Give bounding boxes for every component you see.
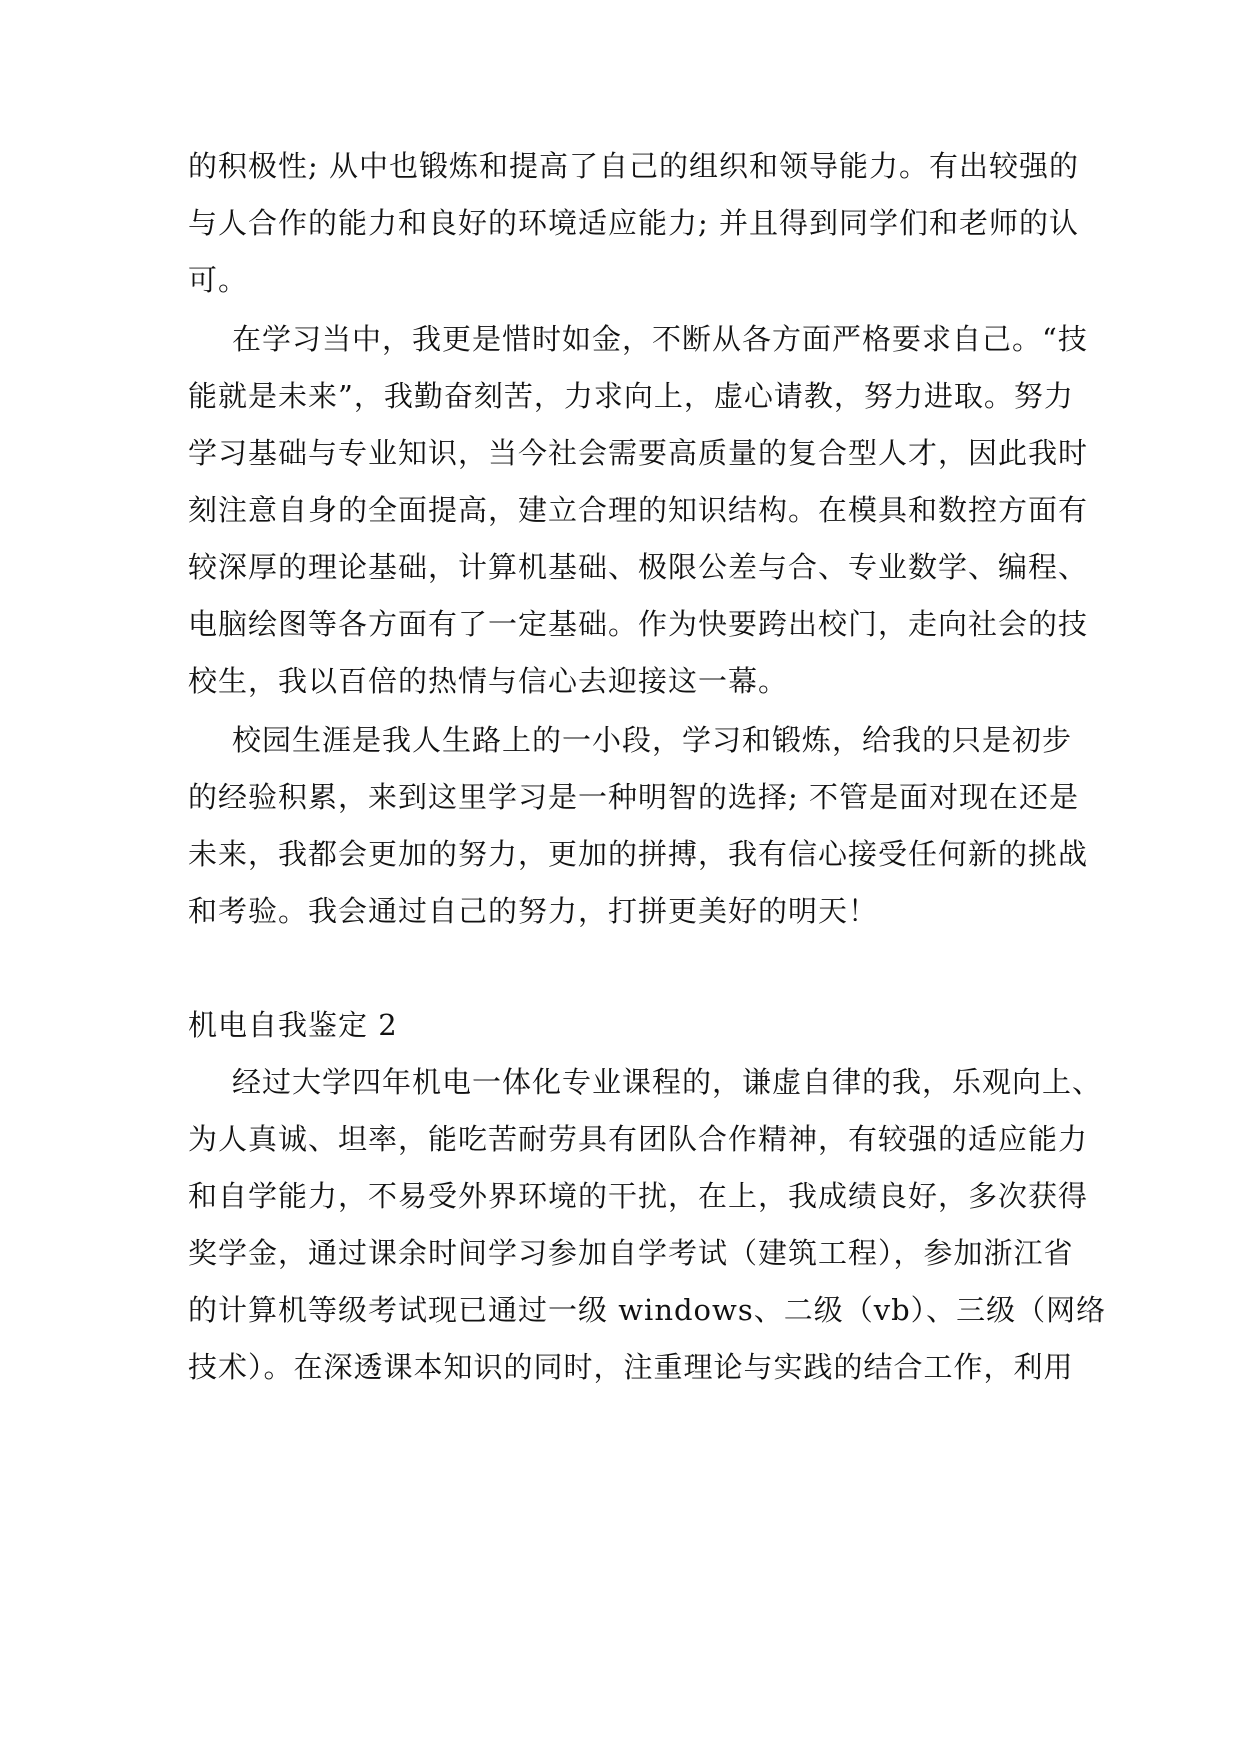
paragraph-2-line-2: 能就是未来”，我勤奋刻苦，力求向上，虚心请教，努力进取。努力 [188,379,1074,413]
section-heading: 机电自我鉴定 2 [188,1008,398,1042]
paragraph-2-line-5: 较深厚的理论基础，计算机基础、极限公差与合、专业数学、编程、 [188,550,1089,584]
paragraph-4-line-1: 经过大学四年机电一体化专业课程的，谦虚自律的我，乐观向上、 [232,1065,1103,1099]
paragraph-1-line-3: 可。 [188,263,249,297]
paragraph-4-line-3: 和自学能力，不易受外界环境的干扰，在上，我成绩良好，多次获得 [188,1179,1089,1213]
paragraph-2-line-7: 校生，我以百倍的热情与信心去迎接这一幕。 [188,664,789,698]
paragraph-4-line-6: 技术）。在深透课本知识的同时，注重理论与实践的结合工作，利用 [188,1350,1074,1384]
paragraph-4-line-4: 奖学金，通过课余时间学习参加自学考试（建筑工程），参加浙江省 [188,1236,1074,1270]
paragraph-4-line-2: 为人真诚、坦率，能吃苦耐劳具有团队合作精神，有较强的适应能力 [188,1122,1089,1156]
paragraph-2-line-6: 电脑绘图等各方面有了一定基础。作为快要跨出校门，走向社会的技 [188,607,1089,641]
paragraph-3-line-3: 未来，我都会更加的努力，更加的拼搏，我有信心接受任何新的挑战 [188,837,1089,871]
paragraph-1-line-1: 的积极性; 从中也锻炼和提高了自己的组织和领导能力。有出较强的 [188,149,1079,183]
paragraph-2-line-1: 在学习当中，我更是惜时如金，不断从各方面严格要求自己。“技 [232,322,1088,356]
paragraph-3-line-1: 校园生涯是我人生路上的一小段，学习和锻炼，给我的只是初步 [232,723,1073,757]
paragraph-1-line-2: 与人合作的能力和良好的环境适应能力; 并且得到同学们和老师的认 [188,206,1079,240]
paragraph-3-line-4: 和考验。我会通过自己的努力，打拼更美好的明天！ [188,894,879,928]
paragraph-4-line-5: 的计算机等级考试现已通过一级 windows、二级（vb）、三级（网络 [188,1293,1107,1327]
paragraph-3-line-2: 的经验积累，来到这里学习是一种明智的选择; 不管是面对现在还是 [188,780,1079,814]
paragraph-2-line-3: 学习基础与专业知识，当今社会需要高质量的复合型人才，因此我时 [188,436,1089,470]
paragraph-2-line-4: 刻注意自身的全面提高，建立合理的知识结构。在模具和数控方面有 [188,493,1089,527]
